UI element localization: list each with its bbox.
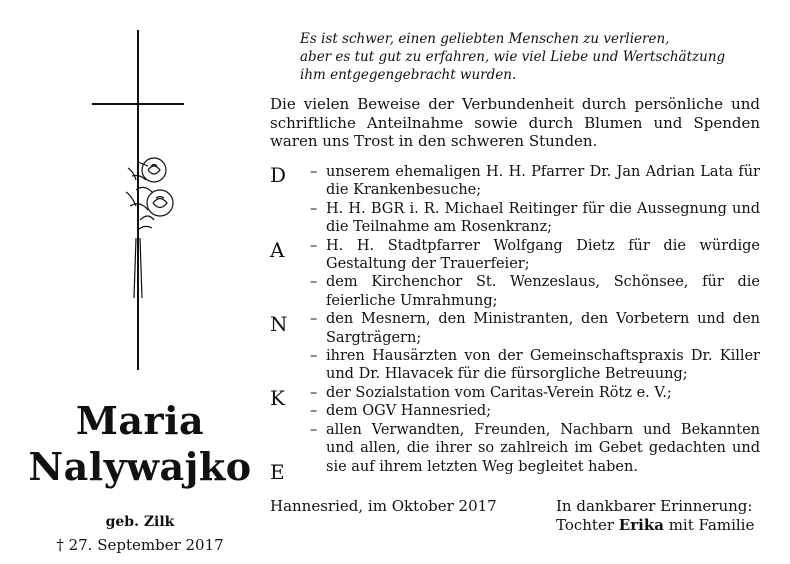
danke-letter: E — [270, 460, 285, 484]
quote-line: ihm entgegengebracht wurden. — [300, 67, 517, 83]
deceased-name-block — [20, 398, 260, 554]
danke-letter: K — [270, 386, 285, 410]
list-item: – der Sozialstation vom Caritas-Verein Rötz e. V.; — [310, 384, 672, 401]
intro-paragraph: Die vielen Beweise der Verbundenheit durch persönliche und schriftliche Anteilnahme sowie durch Blumen und Spenden waren uns Trost in den schweren Stunden. — [270, 95, 760, 151]
signature-line: In dankbarer Erinnerung: — [556, 497, 753, 515]
list-item: – ihren Hausärzten von der Gemeinschaftspraxis Dr. Killer und Dr. Hlavacek für die fürsorgliche Betreuung; — [310, 348, 760, 383]
list-item: – unserem ehemaligen H. H. Pfarrer Dr. Jan Adrian Lata für die Krankenbesuche; — [310, 164, 760, 199]
death-date: † 27. September 2017 — [56, 536, 224, 554]
list-item: – dem OGV Hannesried; — [310, 403, 492, 420]
cross-with-roses — [80, 30, 195, 370]
list-item: – allen Verwandten, Freunden, Nachbarn und Bekannten und allen, die ihrer so zahlreich im Gebet gedachten und sie auf ihrem letzten Weg begleitet haben. — [310, 421, 760, 475]
thanks-list — [310, 163, 760, 476]
daughter-name: Erika — [618, 516, 664, 534]
birth-name: geb. Zilk — [105, 514, 175, 530]
danke-letter: A — [270, 238, 285, 262]
place-date: Hannesried, im Oktober 2017 — [270, 497, 497, 515]
cross-horizontal-bar — [92, 103, 184, 105]
quote — [300, 30, 770, 84]
danke-letter: N — [270, 312, 288, 336]
signature-block — [556, 497, 766, 535]
list-item: – dem Kirchenchor St. Wenzeslaus, Schönsee, für die feierliche Umrahmung; — [310, 274, 760, 309]
last-name: Nalywajko — [28, 444, 252, 489]
list-item: – H. H. Stadtpfarrer Wolfgang Dietz für die würdige Gestaltung der Trauerfeier; — [310, 237, 760, 273]
quote-line: Es ist schwer, einen geliebten Menschen zu verlieren, — [300, 31, 670, 47]
signature-names: Tochter Erika mit Familie — [556, 516, 755, 534]
danke-letter: D — [270, 163, 287, 187]
list-item: – den Mesnern, den Ministranten, den Vorbetern und den Sargträgern; — [310, 311, 760, 346]
list-item: – H. H. BGR i. R. Michael Reitinger für die Aussegnung und die Teilnahme am Rosenkranz; — [310, 200, 760, 236]
first-name: Maria — [75, 398, 205, 443]
quote-line: aber es tut gut zu erfahren, wie viel Liebe und Wertschätzung — [300, 49, 726, 65]
roses-icon — [118, 148, 178, 298]
